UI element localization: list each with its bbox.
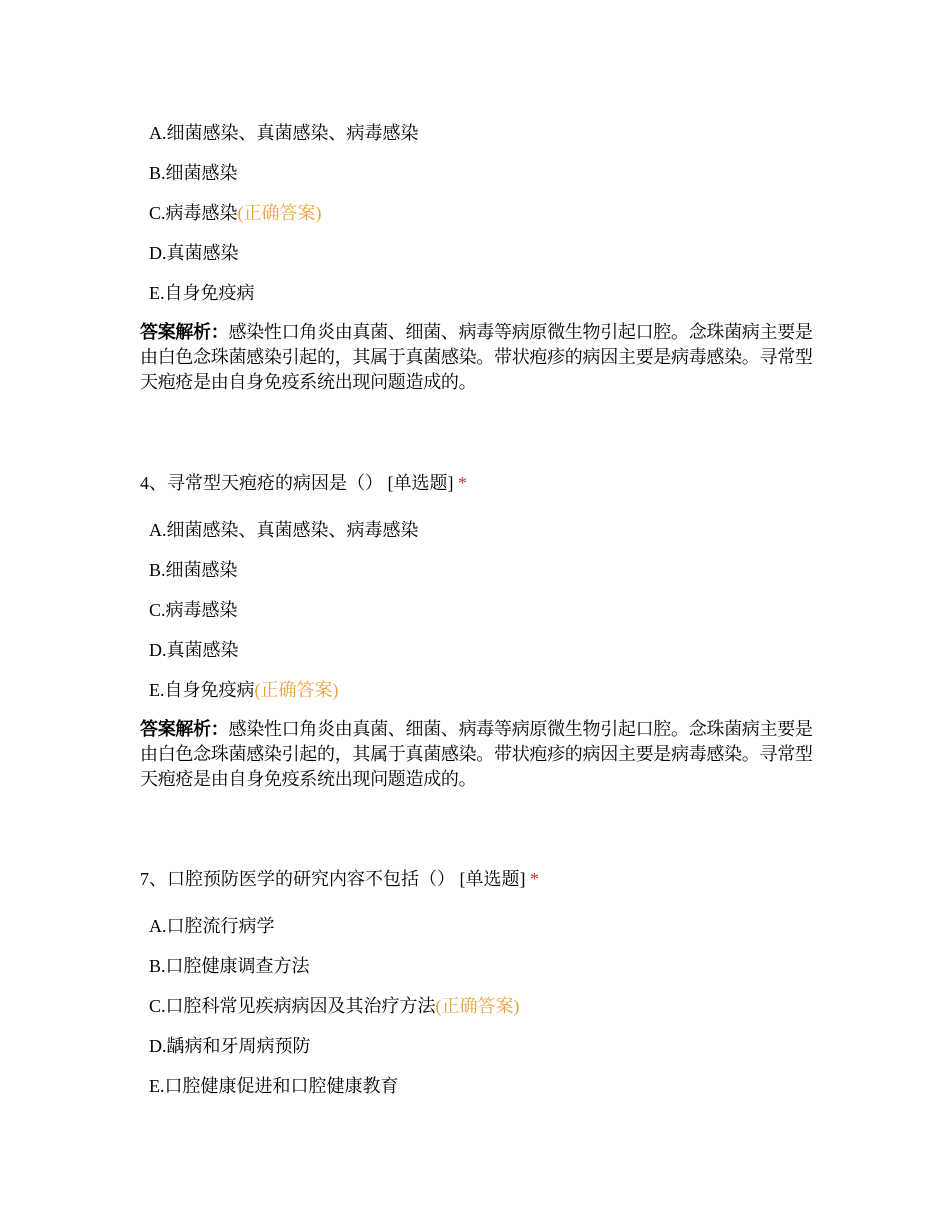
option-text: A.细菌感染、真菌感染、病毒感染 [149,123,419,143]
option-c [149,995,520,1017]
answer-analysis [140,320,830,395]
option-text: E.自身免疫病 [149,283,255,303]
option-c [149,599,238,621]
option-text: D.龋病和牙周病预防 [149,1036,311,1056]
option-text: C.病毒感染 [149,600,238,620]
question-type-tag: [单选题] [459,869,526,889]
required-mark: * [458,473,467,493]
correct-answer-mark: (正确答案) [237,203,322,223]
option-text: A.细菌感染、真菌感染、病毒感染 [149,520,419,540]
option-b [149,162,238,184]
option-text: D.真菌感染 [149,243,239,263]
option-a [149,122,419,144]
option-e [149,679,339,701]
option-b [149,559,238,581]
analysis-label: 答案解析： [140,719,229,740]
option-text: E.自身免疫病 [149,680,255,700]
question-title [140,472,467,494]
question-type-tag: [单选题] [387,473,454,493]
question-text: 7、口腔预防医学的研究内容不包括（） [140,869,455,889]
option-c [149,202,322,224]
option-text: B.细菌感染 [149,163,238,183]
analysis-label: 答案解析： [140,322,229,343]
correct-answer-mark: (正确答案) [435,996,520,1016]
option-d [149,242,239,264]
option-text: B.细菌感染 [149,560,238,580]
option-e [149,1075,399,1097]
option-text: C.口腔科常见疾病病因及其治疗方法 [149,996,436,1016]
answer-analysis [140,717,830,792]
option-a [149,915,275,937]
required-mark: * [530,869,539,889]
correct-answer-mark: (正确答案) [254,680,339,700]
analysis-text: 感染性口角炎由真菌、细菌、病毒等病原微生物引起口腔。念珠菌病主要是由白色念珠菌感染引起的，其属于真菌感染。带状疱疹的病因主要是病毒感染。寻常型天疱疮是由自身免疫系统出现问题造成的。 [140,322,813,393]
option-text: A.口腔流行病学 [149,916,275,936]
option-text: B.口腔健康调查方法 [149,956,310,976]
analysis-text: 感染性口角炎由真菌、细菌、病毒等病原微生物引起口腔。念珠菌病主要是由白色念珠菌感染引起的，其属于真菌感染。带状疱疹的病因主要是病毒感染。寻常型天疱疮是由自身免疫系统出现问题造成的。 [140,719,813,790]
option-text: E.口腔健康促进和口腔健康教育 [149,1076,399,1096]
option-a [149,519,419,541]
question-title [140,868,539,890]
option-d [149,639,239,661]
option-b [149,955,310,977]
question-text: 4、寻常型天疱疮的病因是（） [140,473,383,493]
option-d [149,1035,311,1057]
option-text: C.病毒感染 [149,203,238,223]
option-e [149,282,255,304]
option-text: D.真菌感染 [149,640,239,660]
